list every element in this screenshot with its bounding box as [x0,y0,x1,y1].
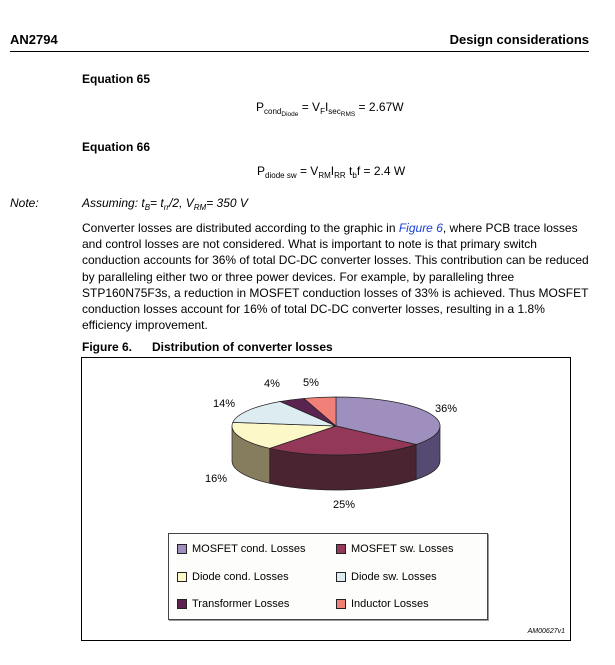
eq-symbol: P [257,164,266,178]
pie-label-mosfet-cond-losses: 36% [434,403,458,415]
eq-term: = V [301,100,321,114]
figure-title: Distribution of converter losses [152,340,333,354]
legend-item [336,543,454,555]
eq-subscript: RR [334,171,346,180]
eq-subsubscript: Diode [281,111,299,118]
legend-swatch [177,544,187,554]
pie-label-mosfet-sw-losses: 25% [332,499,356,511]
figure-number: Figure 6. [82,340,133,354]
figure-frame [81,357,571,641]
eq-subscript: b [352,171,357,180]
legend-label: Diode sw. Losses [351,571,437,583]
note-part: Assuming: t [82,196,145,210]
chart-legend [168,533,488,620]
legend-label: MOSFET cond. Losses [192,543,306,555]
legend-label: Inductor Losses [351,598,429,610]
eq-symbol: P [256,100,265,114]
legend-swatch [336,572,346,582]
legend-swatch [336,544,346,554]
note-part: = t [150,196,164,210]
note-part: = 350 V [206,196,248,210]
eq-result: f = 2.4 W [356,164,406,178]
eq-subscript: RM [318,171,331,180]
paragraph-text: Converter losses are distributed according to the graphic in [82,221,399,235]
pie-label-diode-cond-losses: 16% [204,473,228,485]
eq-term: = V [299,164,319,178]
legend-swatch [177,599,187,609]
eq-term: I [324,100,329,114]
header-divider [10,51,589,52]
figure-id-code: AM00627v1 [527,628,565,635]
eq-term: I [330,164,335,178]
pie-label-transformer-losses: 4% [264,378,280,390]
note-part: /2, V [169,196,194,210]
eq-subscript: F [320,107,325,116]
eq-result: = 2.67W [358,100,404,114]
eq-subscript: sec [328,107,341,116]
note-subscript: RM [193,203,207,212]
equation-65-label: Equation 65 [82,72,151,86]
note-subscript: rr [163,203,170,212]
figure-6-link[interactable]: Figure 6 [398,221,443,235]
eq-term: t [349,164,353,178]
legend-label: Transformer Losses [192,598,290,610]
note-label: Note: [10,196,39,210]
pie-label-inductor-losses: 5% [303,377,319,389]
equation-65 [256,100,404,118]
pie-chart [82,358,570,528]
legend-item [177,571,289,583]
legend-item [177,598,289,610]
note-subscript: B [144,203,151,212]
section-title: Design considerations [449,32,589,47]
legend-item [177,543,306,555]
equation-66 [257,164,405,180]
legend-label: MOSFET sw. Losses [351,543,454,555]
paragraph-text: , where PCB trace losses and control losses are not considered. What is important to note is that primary switch conduction accounts for 36% of total DC-DC converter losses. This contribution can be reduced by paralleling either two or three power devices. For example, by paralleling three STP160N75F3s, a reduction in MOSFET conduction losses of 33% is achieved. Thus MOSFET conduction losses account for 16% of total DC-DC converter losses, resulting in a 1.8% efficiency improvement. [82,221,589,333]
pie-label-diode-sw-losses: 14% [212,398,236,410]
eq-subscript: cond [264,107,282,116]
document-id: AN2794 [10,32,58,47]
legend-swatch [336,599,346,609]
pie-tops [232,397,440,455]
legend-label: Diode cond. Losses [192,571,289,583]
eq-subsubscript: sw [286,171,297,180]
legend-item [336,571,437,583]
equation-66-label: Equation 66 [82,140,151,154]
legend-item [336,598,429,610]
figure-caption [82,340,333,354]
note-text [82,196,248,212]
eq-subscript: diode [265,171,285,180]
legend-swatch [177,572,187,582]
body-paragraph [82,220,597,333]
eq-subsubscript: RMS [340,111,356,118]
